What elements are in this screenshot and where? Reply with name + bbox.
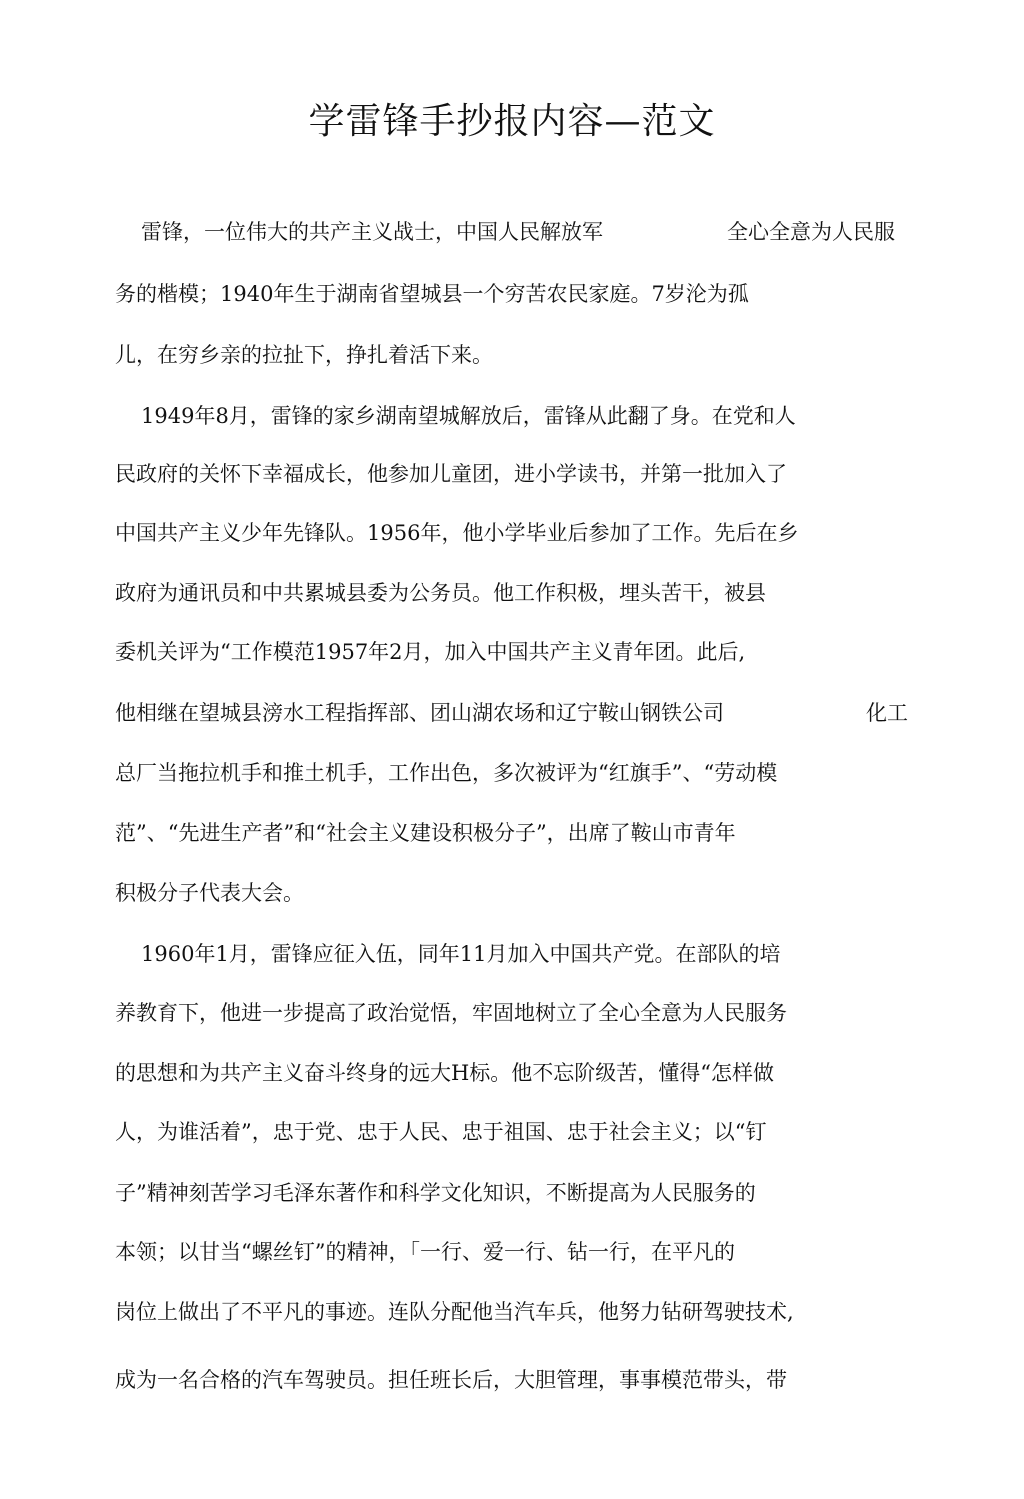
text-line: 子”精神刻苦学习毛泽东著作和科学文化知识，不断提高为人民服务的 [115,1181,756,1205]
text-line: 全心全意为人民服 [727,220,895,244]
text-line: 政府为通讯员和中共累城县委为公务员。他工作积极，埋头苦干，被县 [115,581,766,605]
text-line: 养教育下，他进一步提高了政治觉悟，牢固地树立了全心全意为人民服务 [115,1001,787,1025]
text-line: 1960年1月，雷锋应征入伍，同年11月加入中国共产党。在部队的培 [141,942,781,966]
text-line: 人，为谁活着”，忠于党、忠于人民、忠于祖国、忠于社会主义；以“钉 [115,1120,767,1144]
text-line: 务的楷模；1940年生于湖南省望城县一个穷苦农民家庭。7岁沦为孤 [115,282,749,306]
text-line: 总厂当拖拉机手和推土机手，工作出色，多次被评为“红旗手”、“劳动模 [115,761,778,785]
text-line: 他相继在望城县滂水工程指挥部、团山湖农场和辽宁鞍山钢铁公司 [115,701,724,725]
text-line: 雷锋，一位伟大的共产主义战士，中国人民解放军 [141,220,603,244]
text-line: 成为一名合格的汽车驾驶员。担任班长后，大胆管理，事事模范带头，带 [115,1368,787,1392]
text-line: 1949年8月，雷锋的家乡湖南望城解放后，雷锋从此翻了身。在党和人 [141,404,796,428]
document-title: 学雷锋手抄报内容—范文 [308,101,716,142]
text-line: 中国共产主义少年先锋队。1956年，他小学毕业后参加了工作。先后在乡 [115,521,799,545]
text-line: 化工 [866,701,908,725]
text-line: 民政府的关怀下幸福成长，他参加儿童团，进小学读书，并第一批加入了 [115,462,787,486]
text-line: 儿，在穷乡亲的拉扯下，挣扎着活下来。 [115,343,493,367]
text-line: 的思想和为共产主义奋斗终身的远大H标。他不忘阶级苦，懂得“怎样做 [115,1061,775,1085]
text-line: 范”、“先进生产者”和“社会主义建设积极分子”，出席了鞍山市青年 [115,821,736,845]
text-line: 本领；以甘当“螺丝钉”的精神，「一行、爱一行、钻一行，在平凡的 [115,1240,735,1264]
text-line: 委机关评为“工作模范1957年2月，加入中国共产主义青年团。此后, [115,640,746,664]
text-line: 积极分子代表大会。 [115,881,304,905]
text-line: 岗位上做出了不平凡的事迹。连队分配他当汽车兵，他努力钻研驾驶技术, [115,1300,794,1324]
